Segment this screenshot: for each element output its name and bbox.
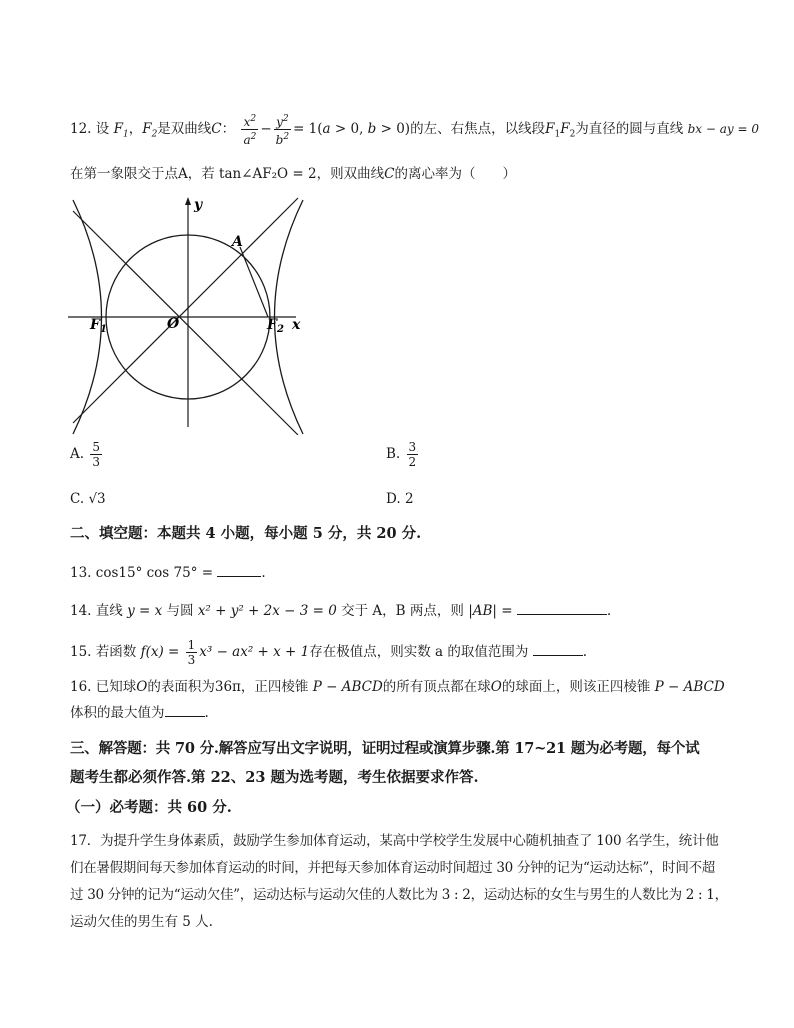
x2-over-a2: $\frac{x^2}{a^2}$ bbox=[243, 114, 257, 147]
option-label: B. bbox=[386, 446, 401, 462]
option-d[interactable] bbox=[386, 488, 414, 510]
section-heading: 三、解答题：共 70 分.解答应写出文字说明，证明过程或演算步骤.第 17~21 题为必考题，每个试 bbox=[70, 740, 700, 757]
answer-blank[interactable] bbox=[165, 702, 205, 717]
pyramid-name: P − ABCD bbox=[312, 679, 383, 695]
q12-text: 设 bbox=[95, 121, 110, 137]
q12-text: 是双曲线 bbox=[157, 121, 212, 137]
q17-line3: 过 30 分钟的记为“运动欠佳”，运动达标与运动欠佳的人数比为 3 : 2，运动达标的女生与男生的人数比为 2 : 1， bbox=[70, 887, 728, 903]
option-a-fraction: $\frac{5}{3}$ bbox=[92, 440, 100, 469]
option-b-fraction: $\frac{3}{2}$ bbox=[408, 440, 417, 469]
abs-expr: |AB| = bbox=[468, 603, 513, 619]
option-label: C. bbox=[70, 491, 85, 507]
section-heading-cont: 题考生都必须作答.第 22、23 题为选考题，考生依据要求作答. bbox=[70, 769, 479, 786]
y2-over-b2: $\frac{y^2}{b^2}$ bbox=[275, 114, 290, 147]
q12-text: 的左、右焦点，以线段 bbox=[410, 121, 546, 137]
q14-text: 与圆 bbox=[166, 603, 194, 619]
segment-af2 bbox=[240, 247, 268, 317]
punct: . bbox=[582, 644, 587, 660]
q15 bbox=[70, 638, 734, 667]
label-y: y bbox=[194, 197, 203, 213]
q16-text: 的所有顶点都在球 bbox=[382, 679, 491, 695]
option-label: A. bbox=[70, 446, 85, 462]
question-number: 15. bbox=[70, 644, 92, 660]
question-number: 12. bbox=[70, 121, 92, 137]
option-a[interactable] bbox=[70, 440, 104, 469]
q13-expr: cos15° cos 75° = bbox=[95, 565, 214, 581]
q16-text: 的表面积为 bbox=[147, 679, 215, 695]
q12-text: 为直径的圆与直线 bbox=[575, 121, 684, 137]
option-value: √3 bbox=[88, 491, 106, 507]
line-equation: bx − ay = 0 bbox=[687, 122, 759, 136]
ball-name: O bbox=[136, 679, 148, 695]
label-a: A bbox=[232, 234, 243, 250]
q16-text: 的球面上，则该正四棱锥 bbox=[501, 679, 651, 695]
answer-blank[interactable] bbox=[517, 600, 607, 615]
f1-symbol: $F_1$ bbox=[113, 121, 129, 140]
pyramid-name: P − ABCD bbox=[654, 679, 725, 695]
q12-text: 的离心率为（ ） bbox=[394, 166, 516, 182]
question-number: 16. bbox=[70, 679, 92, 695]
one-third: $\frac{1}{3}$ bbox=[187, 638, 196, 667]
option-label: D. bbox=[386, 491, 401, 507]
q16-text: 已知球 bbox=[95, 679, 137, 695]
q17-line2: 们在暑假期间每天参加体育运动的时间，并把每天参加体育运动时间超过 30 分钟的记为“运动达标”，时间不超 bbox=[70, 860, 715, 876]
hyperbola-name: C bbox=[211, 121, 222, 137]
q12-line2: 在第一象限交于点A，若 tan∠AF₂O = 2，则双曲线C的离心率为（ ） bbox=[70, 166, 516, 182]
label-f2: $F_2$ bbox=[267, 317, 284, 335]
q12-line1: 12. 设 $F_1$，$F_2$是双曲线C： $\frac{x^2}{a^2}$ − $\frac{y^2}{b^2}$ = 1(a > 0, b > 0)的左、右焦点，以线段$F_1F_2$为直径的圆与直线 bx − ay = 0 bbox=[70, 114, 759, 147]
sub-heading: （一）必考题：共 60 分. bbox=[66, 799, 232, 816]
answer-blank[interactable] bbox=[533, 641, 583, 656]
punct: . bbox=[261, 565, 266, 581]
option-value: 2 bbox=[404, 491, 414, 507]
q14-text: 直线 bbox=[95, 603, 123, 619]
circle-eq: x² + y² + 2x − 3 = 0 bbox=[197, 603, 337, 619]
punct: . bbox=[204, 705, 209, 721]
line-eq: y = x bbox=[127, 603, 163, 619]
func-rhs: x³ − ax² + x + 1 bbox=[199, 644, 310, 660]
y-axis-arrow bbox=[185, 197, 191, 205]
question-number: 14. bbox=[70, 603, 92, 619]
q14-text: 交于 A，B 两点，则 bbox=[341, 603, 464, 619]
q14 bbox=[70, 600, 734, 622]
hyperbola-figure bbox=[68, 195, 308, 435]
q15-text: 若函数 bbox=[95, 644, 137, 660]
q16-line1: 16. 已知球O的表面积为36π，正四棱锥 P − ABCD的所有顶点都在球O的球面上，则该正四棱锥 P − ABCD bbox=[70, 679, 725, 695]
question-number: 13. bbox=[70, 565, 92, 581]
area-value: 36π bbox=[214, 679, 241, 695]
q17-line1: 17．为提升学生身体素质，鼓励学生参加体育运动，某高中学校学生发展中心随机抽查了 100 名学生，统计他 bbox=[70, 833, 719, 849]
q12-text: 在第一象限交于点A，若 bbox=[70, 166, 215, 182]
answer-blank[interactable] bbox=[217, 562, 261, 577]
section-heading: 二、填空题：本题共 4 小题，每小题 5 分，共 20 分. bbox=[70, 525, 422, 542]
q15-text: 存在极值点，则实数 a 的取值范围为 bbox=[309, 644, 529, 660]
q13 bbox=[70, 562, 734, 584]
q16-text: 体积的最大值为 bbox=[70, 705, 165, 721]
punct: . bbox=[606, 603, 612, 619]
label-o: O bbox=[167, 316, 180, 332]
label-x: x bbox=[292, 317, 301, 333]
func-lhs: f(x) = bbox=[140, 644, 180, 660]
label-f1: $F_1$ bbox=[90, 317, 107, 335]
q16-line2 bbox=[70, 702, 734, 724]
q16-text: ，正四棱锥 bbox=[240, 679, 309, 695]
tan-condition: tan∠AF₂O = 2 bbox=[219, 166, 317, 182]
f2-symbol: $F_2$ bbox=[142, 121, 158, 140]
q12-text: ，则双曲线 bbox=[316, 166, 385, 182]
q17-line4: 运动欠佳的男生有 5 人. bbox=[70, 914, 213, 930]
option-b[interactable] bbox=[386, 440, 420, 469]
option-c[interactable] bbox=[70, 488, 106, 510]
